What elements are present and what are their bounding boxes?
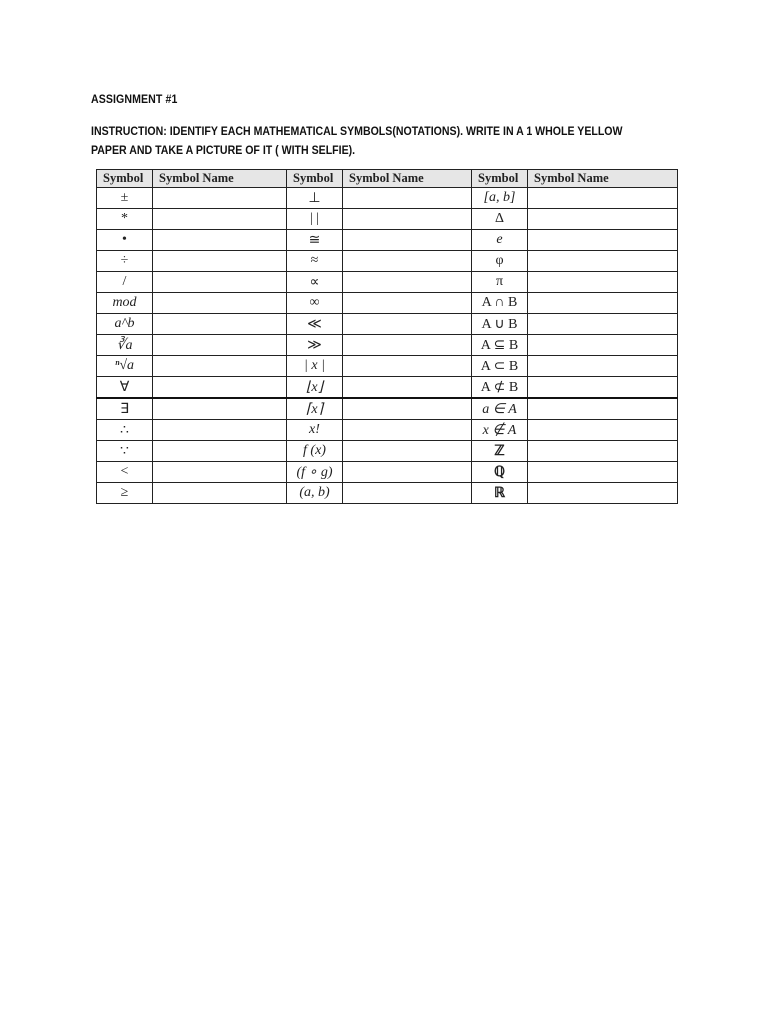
symbol-name-cell[interactable] [153, 272, 287, 293]
symbol-cell: < [97, 462, 153, 483]
symbol-name-cell[interactable] [528, 314, 678, 335]
symbol-cell: ℤ [472, 441, 528, 462]
symbol-name-cell[interactable] [343, 398, 472, 420]
table-row [97, 398, 678, 420]
symbol-name-cell[interactable] [528, 209, 678, 230]
symbol-name-cell[interactable] [153, 314, 287, 335]
table-row [97, 377, 678, 399]
symbol-name-cell[interactable] [343, 441, 472, 462]
symbol-cell: ± [97, 188, 153, 209]
symbol-name-cell[interactable] [153, 483, 287, 504]
header-symbol-3: Symbol [472, 170, 528, 188]
instruction-line-2: PAPER AND TAKE A PICTURE OF IT ( WITH SELFIE). [91, 145, 356, 157]
symbol-name-cell[interactable] [343, 272, 472, 293]
symbol-name-cell[interactable] [153, 462, 287, 483]
symbol-name-cell[interactable] [153, 293, 287, 314]
table-row [97, 420, 678, 441]
symbol-name-cell[interactable] [528, 272, 678, 293]
table-header-row [97, 170, 678, 188]
symbol-cell: ∴ [97, 420, 153, 441]
symbol-cell: ∛a [97, 335, 153, 356]
symbol-name-cell[interactable] [343, 356, 472, 377]
symbol-name-cell[interactable] [528, 188, 678, 209]
symbol-cell: [a, b] [472, 188, 528, 209]
symbol-cell: / [97, 272, 153, 293]
table-row [97, 209, 678, 230]
symbol-name-cell[interactable] [153, 377, 287, 399]
symbol-cell: ≅ [287, 230, 343, 251]
symbol-cell: A ∩ B [472, 293, 528, 314]
symbol-cell: x! [287, 420, 343, 441]
symbol-name-cell[interactable] [528, 335, 678, 356]
symbol-name-cell[interactable] [343, 462, 472, 483]
symbol-name-cell[interactable] [153, 441, 287, 462]
symbol-name-cell[interactable] [343, 483, 472, 504]
symbol-cell: ∃ [97, 398, 153, 420]
symbol-cell: ∀ [97, 377, 153, 399]
assignment-title: ASSIGNMENT #1 [91, 94, 178, 106]
symbol-name-cell[interactable] [343, 293, 472, 314]
symbol-name-cell[interactable] [343, 209, 472, 230]
symbol-name-cell[interactable] [528, 251, 678, 272]
symbol-cell: f (x) [287, 441, 343, 462]
symbol-name-cell[interactable] [153, 398, 287, 420]
symbol-cell: A ⊂ B [472, 356, 528, 377]
symbol-cell: ≥ [97, 483, 153, 504]
symbol-cell: Δ [472, 209, 528, 230]
symbols-table [96, 169, 678, 504]
symbol-cell: ÷ [97, 251, 153, 272]
symbol-cell: ⌈x⌉ [287, 398, 343, 420]
symbol-cell: x ∉ A [472, 420, 528, 441]
symbol-name-cell[interactable] [528, 483, 678, 504]
table-row [97, 483, 678, 504]
symbol-cell: ≪ [287, 314, 343, 335]
instruction-text [91, 123, 680, 161]
header-symbol-name-2: Symbol Name [343, 170, 472, 188]
symbol-cell: ℚ [472, 462, 528, 483]
symbol-name-cell[interactable] [343, 314, 472, 335]
symbol-name-cell[interactable] [153, 251, 287, 272]
symbol-cell: ⌊x⌋ [287, 377, 343, 399]
table-row [97, 441, 678, 462]
symbol-cell: mod [97, 293, 153, 314]
symbol-cell: π [472, 272, 528, 293]
symbol-cell: A ⊄ B [472, 377, 528, 399]
table-row [97, 272, 678, 293]
symbol-cell: * [97, 209, 153, 230]
table-row [97, 462, 678, 483]
table-row [97, 356, 678, 377]
symbol-name-cell[interactable] [343, 335, 472, 356]
header-symbol-2: Symbol [287, 170, 343, 188]
symbol-name-cell[interactable] [153, 188, 287, 209]
instruction-line-1: INSTRUCTION: IDENTIFY EACH MATHEMATICAL SYMBOLS(NOTATIONS). WRITE IN A 1 WHOLE YELLOW [91, 126, 623, 138]
symbol-cell: (f ∘ g) [287, 462, 343, 483]
symbol-name-cell[interactable] [153, 230, 287, 251]
symbol-name-cell[interactable] [528, 230, 678, 251]
symbol-name-cell[interactable] [528, 441, 678, 462]
symbol-cell: • [97, 230, 153, 251]
symbol-cell: | | [287, 209, 343, 230]
symbol-name-cell[interactable] [153, 420, 287, 441]
symbol-name-cell[interactable] [528, 462, 678, 483]
symbol-cell: ≈ [287, 251, 343, 272]
symbol-cell: (a, b) [287, 483, 343, 504]
table-row [97, 335, 678, 356]
table-row [97, 314, 678, 335]
symbol-name-cell[interactable] [343, 230, 472, 251]
symbol-cell: ⁿ√a [97, 356, 153, 377]
symbol-cell: ℝ [472, 483, 528, 504]
symbol-cell: | x | [287, 356, 343, 377]
symbol-cell: A ∪ B [472, 314, 528, 335]
symbol-name-cell[interactable] [528, 398, 678, 420]
header-symbol-name-3: Symbol Name [528, 170, 678, 188]
symbol-name-cell[interactable] [153, 209, 287, 230]
symbol-name-cell[interactable] [528, 377, 678, 399]
header-symbol-1: Symbol [97, 170, 153, 188]
symbol-name-cell[interactable] [343, 188, 472, 209]
symbol-cell: ∞ [287, 293, 343, 314]
symbol-cell: ∝ [287, 272, 343, 293]
symbol-cell: ∵ [97, 441, 153, 462]
symbol-cell: e [472, 230, 528, 251]
symbol-name-cell[interactable] [528, 356, 678, 377]
table-row [97, 188, 678, 209]
symbol-name-cell[interactable] [528, 293, 678, 314]
symbol-name-cell[interactable] [343, 251, 472, 272]
symbol-cell: φ [472, 251, 528, 272]
symbol-cell: ⊥ [287, 188, 343, 209]
symbol-cell: a^b [97, 314, 153, 335]
symbol-cell: ≫ [287, 335, 343, 356]
symbol-cell: A ⊆ B [472, 335, 528, 356]
symbol-name-cell[interactable] [343, 420, 472, 441]
symbol-name-cell[interactable] [153, 356, 287, 377]
symbol-name-cell[interactable] [528, 420, 678, 441]
table-row [97, 251, 678, 272]
header-symbol-name-1: Symbol Name [153, 170, 287, 188]
table-row [97, 230, 678, 251]
symbol-name-cell[interactable] [153, 335, 287, 356]
symbol-cell: a ∈ A [472, 398, 528, 420]
table-row [97, 293, 678, 314]
symbol-name-cell[interactable] [343, 377, 472, 399]
